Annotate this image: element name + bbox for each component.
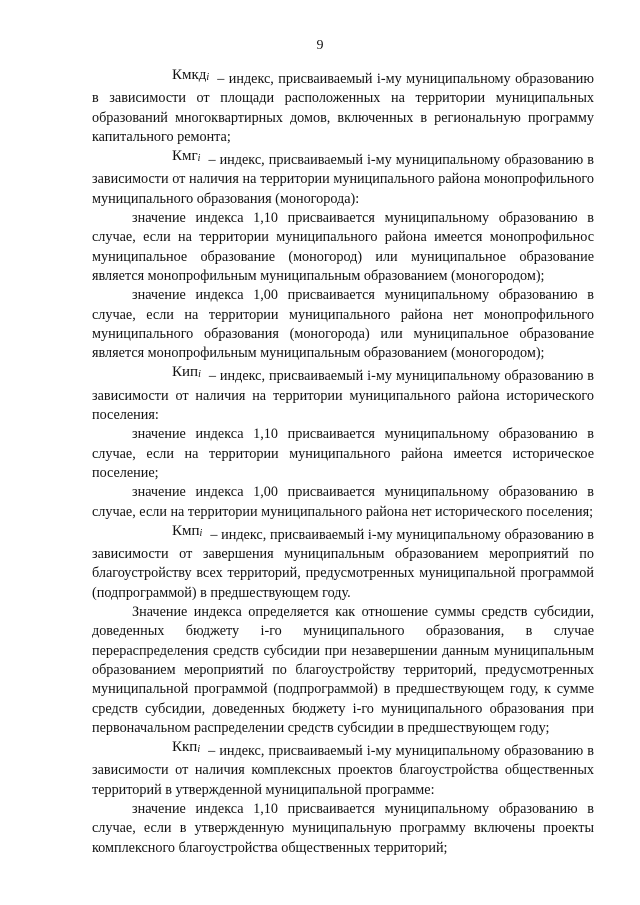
- index-symbol: Ккп$_i$: [172, 739, 201, 756]
- index-symbol: Кмкд$_i$: [172, 67, 210, 83]
- definition-text: – индекс, присваиваемый i-му муниципальному образованию в зависимости от наличия комплексных проектов благоустройства общественных территорий в утвержденной муниципальной программе:: [92, 743, 594, 798]
- definition-kmkd: [92, 66, 594, 147]
- definition-text: – индекс, присваиваемый i-му муниципальному образованию в зависимости от площади расположенных на территории муниципальных образований многоквартирных домов, включенных в региональную программу капитального ремонта;: [92, 71, 594, 145]
- paragraph: значение индекса 1,00 присваивается муниципальному образованию в случае, если на территории муниципального района нет исторического поселения;: [92, 484, 594, 520]
- definition-text: – индекс, присваиваемый i-му муниципальному образованию в зависимости от наличия на территории муниципального района исторического поселения:: [92, 368, 594, 424]
- paragraph: значение индекса 1,10 присваивается муниципальному образованию в случае, если в утвержденную муниципальную программу включены проекты комплексного благоустройства общественных территорий;: [92, 800, 594, 856]
- index-symbol: Кип$_i$: [172, 364, 201, 381]
- definition-kmg: [92, 147, 594, 209]
- paragraph: значение индекса 1,00 присваивается муниципальному образованию в случае, если на территории муниципального района нет монопрофильного муниципального образования (моногорода) или муниципальное образование является монопрофильным муниципальным образованием (моногородом);: [92, 287, 594, 362]
- document-body: [92, 66, 594, 858]
- paragraph: значение индекса 1,10 присваивается муниципальному образованию в случае, если на территории муниципального района имеется историческое поселение;: [92, 426, 594, 481]
- paragraph: значение индекса 1,10 присваивается муниципальному образованию в случае, если на территории муниципального района имеется монопрофильнос муниципальное образование (моногород) или муниципальное образование является монопрофильным муниципальным образованием (моногородом);: [92, 210, 594, 284]
- definition-kmp: [92, 522, 594, 603]
- definition-kip: [92, 363, 594, 425]
- definition-text: – индекс, присваиваемый i-му муниципальному образованию в зависимости от завершения муниципальным образованием мероприятий по благоустройству всех территорий, предусмотренных муниципальной программой (подпрограммой) в предшествующем году.: [92, 526, 594, 601]
- paragraph: Значение индекса определяется как отношение суммы средств субсидии, доведенных бюджету i-го муниципального образования, в случае перераспределения средств субсидии при незавершении данным муниципальным образованием мероприятий по благоустройству территорий, предусмотренных муниципальной программой (подпрограммой) в предшествующем году, к сумме средств субсидии, доведенных бюджету i-го муниципального образования при первоначальном распределении средств субсидии в предшествующем году;: [92, 604, 594, 736]
- page-number: 9: [316, 38, 324, 53]
- index-symbol: Кмг$_i$: [172, 148, 201, 165]
- definition-text: – индекс, присваиваемый i-му муниципальному образованию в зависимости от наличия на территории муниципального района монопрофильного муниципального образования (моногорода):: [92, 152, 594, 207]
- definition-kkp: [92, 738, 594, 800]
- index-symbol: Кмп$_i$: [172, 522, 203, 539]
